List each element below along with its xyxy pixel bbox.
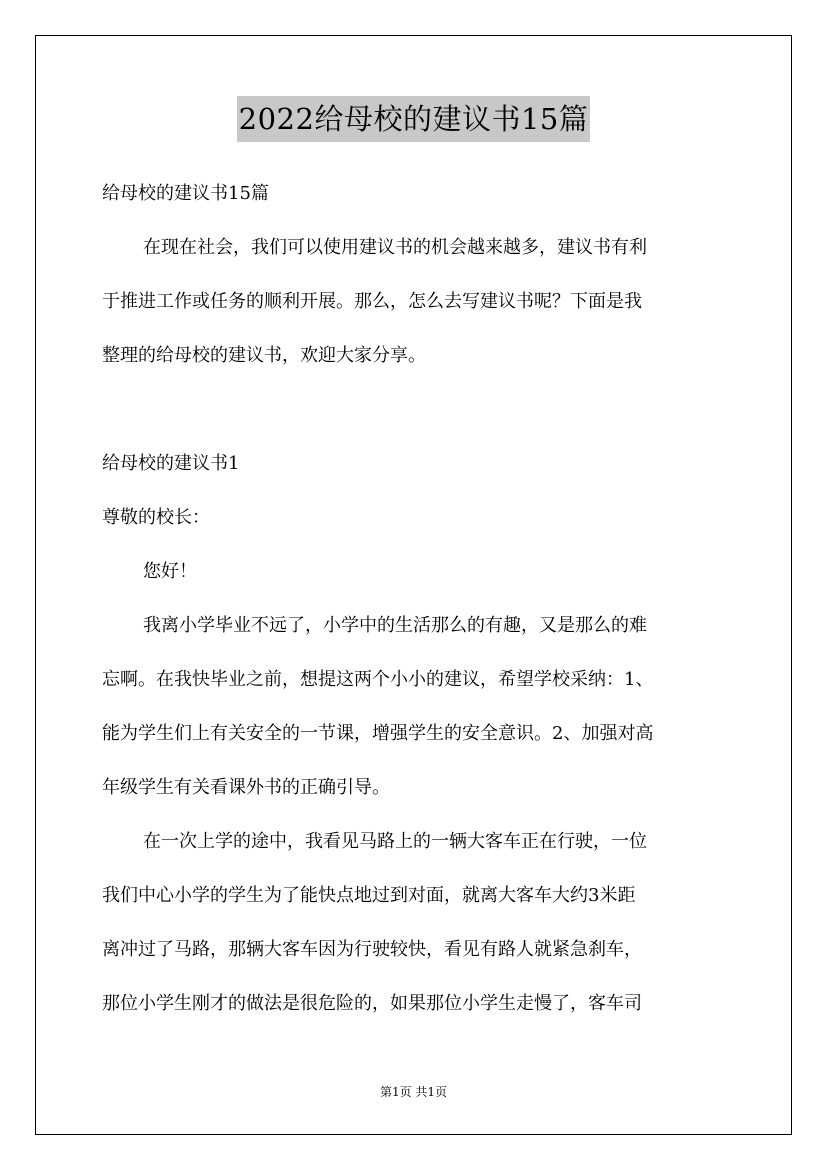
greeting: 您好！ (143, 561, 197, 582)
document-title: 2022给母校的建议书15篇 (237, 96, 591, 142)
title-container (0, 96, 827, 142)
paragraph-line: 在现在社会，我们可以使用建议书的机会越来越多，建议书有利 (143, 237, 647, 258)
paragraph-line: 年级学生有关看课外书的正确引导。 (102, 777, 390, 798)
paragraph-line: 于推进工作或任务的顺利开展。那么，怎么去写建议书呢？下面是我 (102, 291, 642, 312)
paragraph-line: 能为学生们上有关安全的一节课，增强学生的安全意识。2、加强对高 (102, 723, 654, 744)
paragraph-line: 离冲过了马路，那辆大客车因为行驶较快，看见有路人就紧急刹车， (102, 939, 642, 960)
paragraph-line: 我离小学毕业不远了，小学中的生活那么的有趣，又是那么的难 (143, 615, 647, 636)
page-footer: 第1页 共1页 (379, 1085, 448, 1099)
paragraph-line: 我们中心小学的学生为了能快点地过到对面，就离大客车大约3米距 (102, 885, 636, 906)
salutation: 尊敬的校长： (102, 507, 210, 528)
paragraph-line: 整理的给母校的建议书，欢迎大家分享。 (102, 345, 426, 366)
paragraph-line: 忘啊。在我快毕业之前，想提这两个小小的建议，希望学校采纳：1、 (102, 669, 654, 690)
paragraph-line: 那位小学生刚才的做法是很危险的，如果那位小学生走慢了，客车司 (102, 993, 642, 1014)
paragraph-line: 在一次上学的途中，我看见马路上的一辆大客车正在行驶，一位 (143, 831, 647, 852)
section-heading: 给母校的建议书1 (102, 453, 240, 474)
subtitle-line: 给母校的建议书15篇 (102, 183, 269, 204)
